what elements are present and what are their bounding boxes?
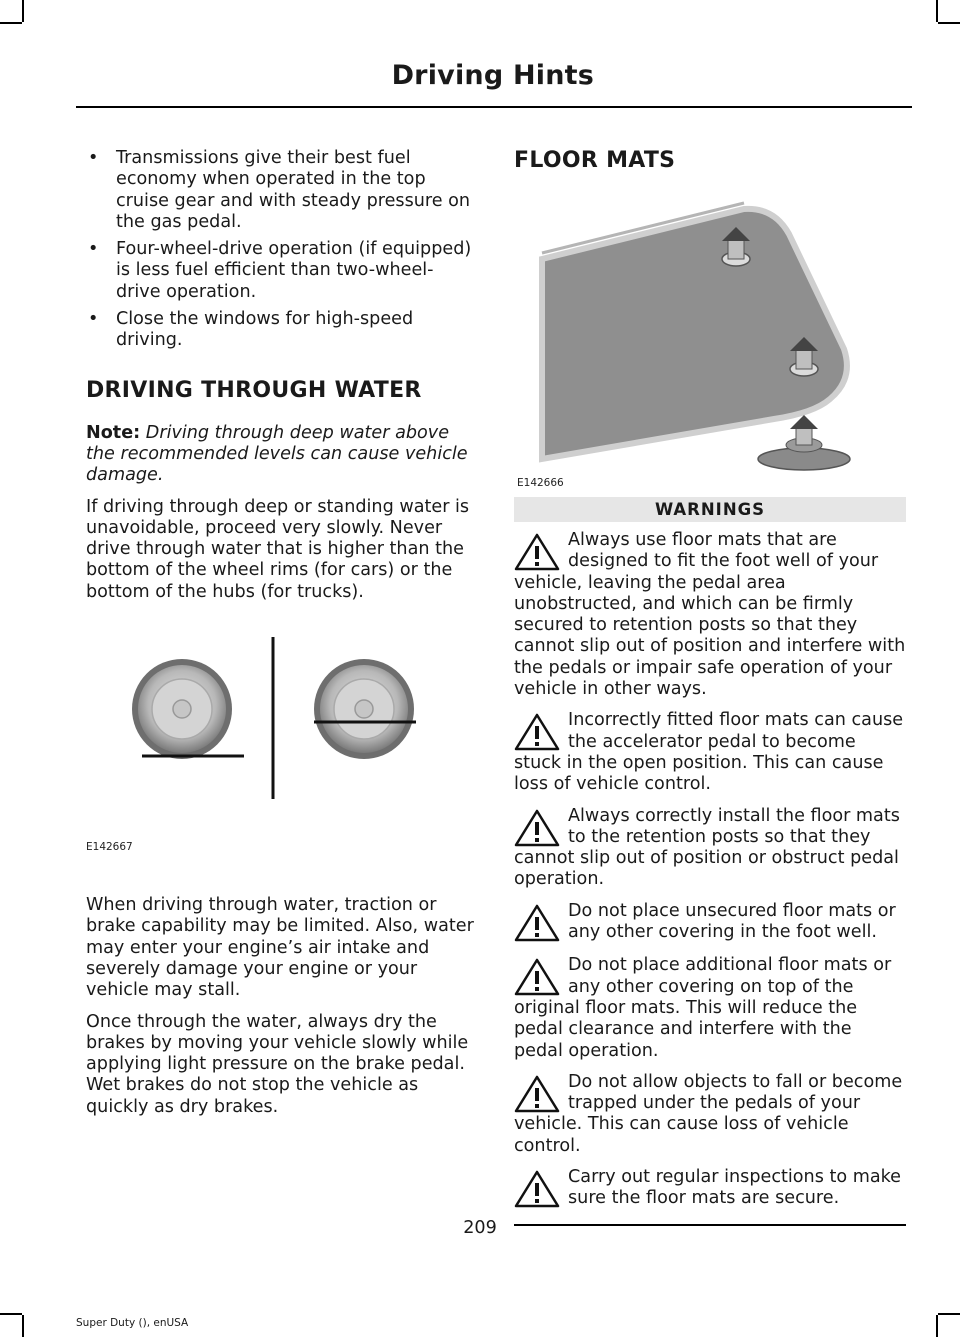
warning-text: Incorrectly fitted floor mats can cause the accelerator pedal to become stuck in the open position. This can cause loss of vehicle control. bbox=[514, 710, 904, 795]
paragraph: When driving through water, traction or brake capability may be limited. Also, water may enter your engine’s air intake and severely damage your engine or your vehicle may stall. bbox=[86, 895, 474, 1001]
note bbox=[86, 423, 476, 487]
warning-triangle-icon bbox=[514, 808, 560, 848]
page-title: Driving Hints bbox=[391, 60, 594, 91]
warning-item bbox=[514, 710, 906, 795]
warning-text: Do not place additional floor mats or any other covering on top of the original floor mats. This will reduce the pedal clearance and interfere with the pedal operation. bbox=[514, 955, 892, 1061]
warning-triangle-icon bbox=[514, 1169, 560, 1209]
tips-list bbox=[86, 148, 476, 352]
warning-text: Always correctly install the floor mats to the retention posts so that they cannot slip out of position or obstruct pedal operation. bbox=[514, 805, 900, 890]
warning-item bbox=[514, 1072, 906, 1157]
crop-mark bbox=[0, 22, 22, 24]
page-number: 209 bbox=[463, 1218, 497, 1238]
figure-label: E142666 bbox=[517, 477, 564, 489]
list-item: • Close the windows for high-speed driving. bbox=[86, 309, 476, 352]
warning-item bbox=[514, 955, 906, 1061]
crop-mark bbox=[22, 0, 24, 22]
crop-mark bbox=[936, 1315, 938, 1337]
note-label: Note: bbox=[86, 422, 141, 443]
left-column bbox=[86, 148, 476, 1118]
crop-mark bbox=[22, 1315, 24, 1337]
warning-triangle-icon bbox=[514, 957, 560, 997]
crop-mark bbox=[0, 1313, 22, 1315]
warning-text: Do not place unsecured floor mats or any other covering in the foot well. bbox=[568, 900, 896, 943]
floor-mat-illustration bbox=[514, 189, 906, 479]
crop-mark bbox=[938, 22, 960, 24]
right-column bbox=[514, 148, 906, 1226]
list-item: • Transmissions give their best fuel economy when operated in the top cruise gear and with steady pressure on the gas pedal. bbox=[86, 148, 476, 233]
floor-mat-figure bbox=[514, 189, 906, 497]
warning-text: Carry out regular inspections to make sure the floor mats are secure. bbox=[568, 1167, 902, 1209]
warning-triangle-icon bbox=[514, 712, 560, 752]
note-text: Driving through deep water above the recommended levels can cause vehicle damage. bbox=[86, 422, 468, 486]
crop-mark bbox=[938, 1313, 960, 1315]
warning-item bbox=[514, 530, 906, 700]
wheel-water-illustration bbox=[86, 623, 476, 855]
warning-triangle-icon bbox=[514, 903, 560, 943]
warning-item bbox=[514, 901, 906, 944]
wheel-icon bbox=[314, 659, 416, 759]
header-rule bbox=[76, 106, 912, 108]
wheel-figure bbox=[86, 623, 476, 891]
wheel-icon bbox=[132, 659, 244, 759]
warning-triangle-icon bbox=[514, 1074, 560, 1114]
warning-text: Do not allow objects to fall or become trapped under the pedals of your vehicle. This can cause loss of vehicle control. bbox=[514, 1071, 903, 1156]
crop-mark bbox=[936, 0, 938, 22]
footer-text: Super Duty (), enUSA bbox=[76, 1317, 189, 1329]
paragraph: If driving through deep or standing water is unavoidable, proceed very slowly. Never drive through water that is higher than the bottom of the wheel rims (for cars) or the bottom of the hubs (for trucks). bbox=[86, 496, 470, 602]
paragraph: Once through the water, always dry the brakes by moving your vehicle slowly while applying light pressure on the brake pedal. Wet brakes do not stop the vehicle as quickly as dry brakes. bbox=[86, 1011, 469, 1117]
warning-triangle-icon bbox=[514, 532, 560, 572]
warning-item bbox=[514, 1167, 906, 1210]
section-heading-water: DRIVING THROUGH WATER bbox=[86, 377, 422, 403]
warning-text: Always use floor mats that are designed to fit the foot well of your vehicle, leaving the pedal area unobstructed, and which can be firmly secured to retention posts so that they cannot slip out of position and interfere with the pedals or impair safe operation of your vehicle in other ways. bbox=[514, 530, 906, 700]
warnings-header: WARNINGS bbox=[514, 497, 906, 522]
list-item: • Four-wheel-drive operation (if equipped) is less fuel efficient than two-wheel-drive operation. bbox=[86, 239, 476, 303]
warning-item bbox=[514, 806, 906, 891]
figure-label: E142667 bbox=[86, 841, 133, 854]
section-heading-mats: FLOOR MATS bbox=[514, 148, 676, 173]
retention-post-icon bbox=[758, 415, 850, 470]
